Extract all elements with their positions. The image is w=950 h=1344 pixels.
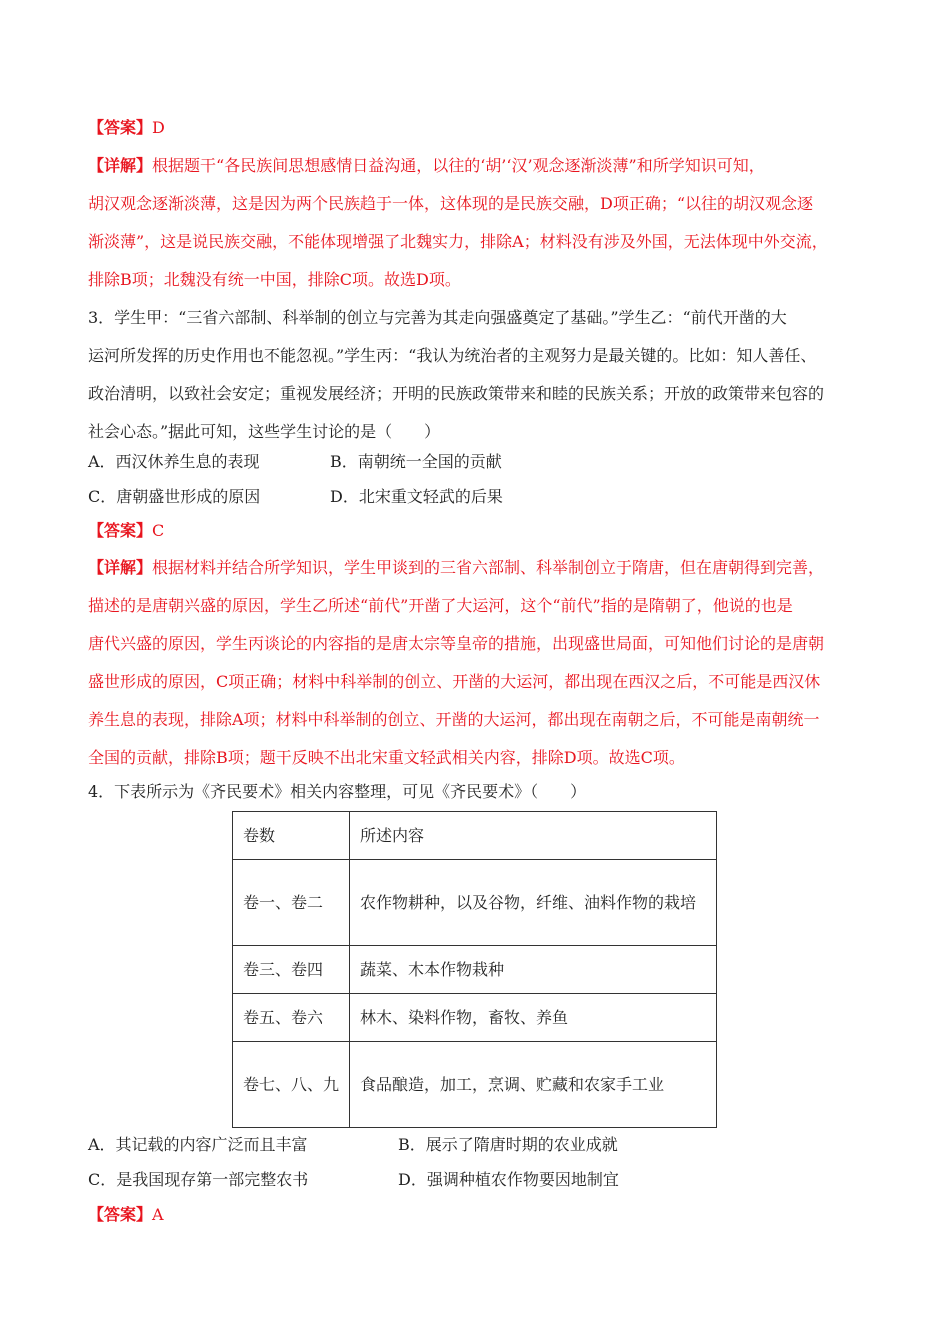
q3-option-d: D．北宋重文轻武的后果 (330, 487, 503, 506)
table-cell: 林木、染料作物，畜牧、养鱼 (350, 994, 717, 1042)
q3-answer (88, 521, 868, 541)
table-cell: 蔬菜、木本作物栽种 (350, 946, 717, 994)
table-row (233, 1042, 717, 1128)
q3-answer-value: C (152, 521, 165, 540)
table-cell: 卷五、卷六 (233, 994, 350, 1042)
q3-detail-line-1 (88, 558, 868, 578)
q2-answer (88, 118, 868, 138)
q2-detail-tag: 【详解】 (88, 156, 153, 175)
q3-detail-line-3: 唐代兴盛的原因，学生丙谈论的内容指的是唐太宗等皇帝的措施，出现盛世局面，可知他们讨论的是唐朝 (88, 634, 825, 653)
table-cell: 农作物耕种，以及谷物，纤维、油料作物的栽培 (350, 860, 717, 946)
q3-option-c: C．唐朝盛世形成的原因 (88, 487, 261, 506)
table-row (233, 994, 717, 1042)
q2-detail-line-3: 渐淡薄”，这是说民族交融，不能体现增强了北魏实力，排除A；材料没有涉及外国，无法体现中外交流， (88, 232, 828, 251)
q4-stem: 4．下表所示为《齐民要术》相关内容整理，可见《齐民要术》（ ） (88, 782, 587, 801)
q2-detail-line-2: 胡汉观念逐渐淡薄，这是因为两个民族趋于一体，这体现的是民族交融，D项正确；“以往的胡汉观念逐 (88, 194, 814, 213)
q4-answer (88, 1205, 868, 1225)
q3-detail-text: 根据材料并结合所学知识，学生甲谈到的三省六部制、科举制创立于隋唐，但在唐朝得到完善， (152, 558, 825, 577)
q3-option-b: B．南朝统一全国的贡献 (330, 452, 502, 471)
q3-stem-line-4: 社会心态。”据此可知，这些学生讨论的是（ ） (88, 422, 441, 441)
q3-detail-line-4: 盛世形成的原因，C项正确；材料中科举制的创立、开凿的大运河，都出现在西汉之后，不可能是西汉休 (88, 672, 821, 691)
q3-option-a: A．西汉休养生息的表现 (88, 452, 260, 471)
q2-detail-line-4: 排除B项；北魏没有统一中国，排除C项。故选D项。 (88, 270, 461, 289)
q4-option-a: A．其记载的内容广泛而且丰富 (88, 1135, 308, 1154)
q4-table (232, 811, 717, 1128)
table-cell: 食品酿造，加工，烹调、贮藏和农家手工业 (350, 1042, 717, 1128)
q4-option-c: C．是我国现存第一部完整农书 (88, 1170, 309, 1189)
q3-detail-line-6: 全国的贡献，排除B项；题干反映不出北宋重文轻武相关内容，排除D项。故选C项。 (88, 748, 685, 767)
q3-stem-line-2: 运河所发挥的历史作用也不能忽视。”学生丙：“我认为统治者的主观努力是最关键的。比如：知人善任、 (88, 346, 817, 365)
q4-answer-tag: 【答案】 (88, 1205, 153, 1224)
table-row (233, 946, 717, 994)
table-header-row (233, 812, 717, 860)
q2-detail-text: 根据题干“各民族间思想感情日益沟通，以往的‘胡’‘汉’观念逐渐淡薄”和所学知识可知， (152, 156, 765, 175)
q4-answer-value: A (152, 1205, 164, 1224)
q3-answer-tag: 【答案】 (88, 521, 153, 540)
table-cell: 卷七、八、九 (233, 1042, 350, 1128)
q2-answer-value: D (152, 118, 165, 137)
q2-detail-line-1 (88, 156, 868, 176)
q4-option-b: B．展示了隋唐时期的农业成就 (398, 1135, 618, 1154)
q3-stem-line-1: 3．学生甲：“三省六部制、科举制的创立与完善为其走向强盛奠定了基础。”学生乙：“前代开凿的大 (88, 308, 787, 327)
q3-detail-line-5: 养生息的表现，排除A项；材料中科举制的创立、开凿的大运河，都出现在南朝之后，不可能是南朝统一 (88, 710, 820, 729)
table-header-cell: 所述内容 (350, 812, 717, 860)
q4-option-d: D．强调种植农作物要因地制宜 (398, 1170, 619, 1189)
table-cell: 卷一、卷二 (233, 860, 350, 946)
table-cell: 卷三、卷四 (233, 946, 350, 994)
q3-detail-line-2: 描述的是唐朝兴盛的原因，学生乙所述“前代”开凿了大运河，这个“前代”指的是隋朝了，他说的也是 (88, 596, 793, 615)
q3-stem-line-3: 政治清明，以致社会安定；重视发展经济；开明的民族政策带来和睦的民族关系；开放的政策带来包容的 (88, 384, 825, 403)
q3-detail-tag: 【详解】 (88, 558, 153, 577)
table-header-cell: 卷数 (233, 812, 350, 860)
table-row (233, 860, 717, 946)
q2-answer-tag: 【答案】 (88, 118, 153, 137)
